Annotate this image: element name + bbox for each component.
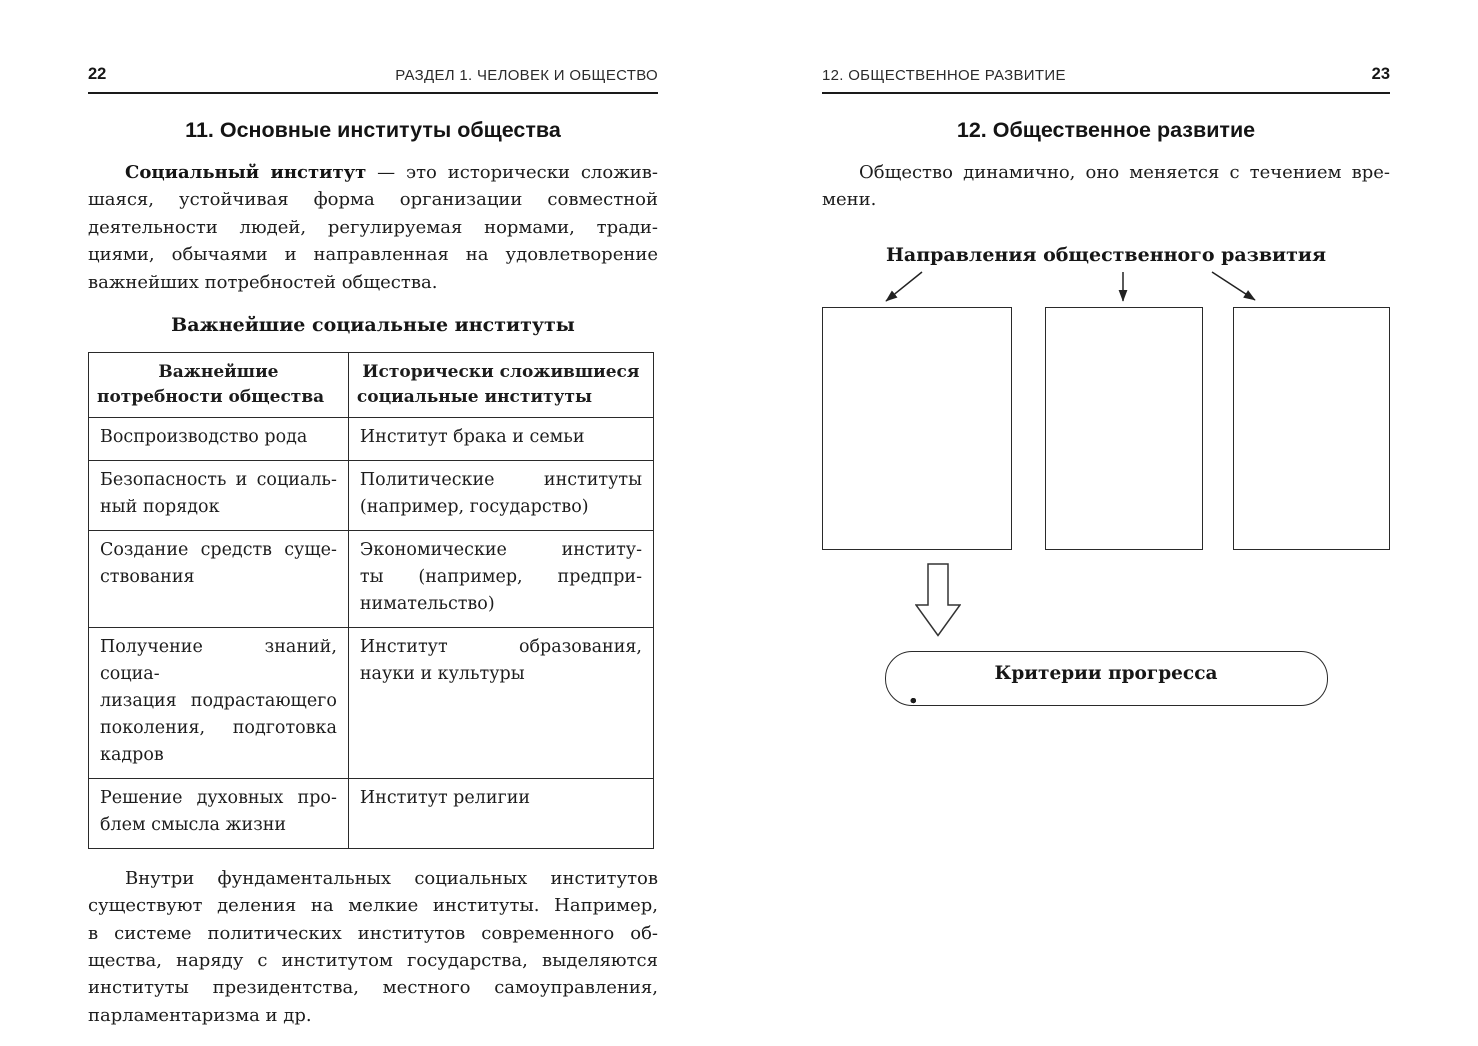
- cell-line: Получение знаний, социа-: [100, 636, 337, 684]
- direction-box: [1233, 307, 1390, 550]
- table-header-needs: [89, 352, 349, 417]
- section-title: 11. Основные институты общества: [185, 118, 561, 142]
- paragraph-line: циями, обычаями и направленная на удовлетворение: [88, 244, 658, 266]
- need-cell: [89, 530, 349, 627]
- cell-line: Воспроизводство рода: [100, 426, 308, 447]
- header-line: социальные институты: [356, 386, 593, 407]
- block-down-arrow-icon: [915, 563, 961, 637]
- institution-cell: [348, 778, 653, 848]
- running-head: 12. ОБЩЕСТВЕННОЕ РАЗВИТИЕ: [822, 67, 1066, 84]
- header-line: Исторически сложившиеся: [362, 361, 640, 382]
- cell-line: ты (например, предпри-: [359, 566, 642, 587]
- cell-line: лизация подрастающего: [100, 690, 337, 711]
- need-cell: [89, 778, 349, 848]
- cell-line: поколения, подготовка: [100, 717, 337, 738]
- paragraph-line: парламентаризма и др.: [88, 1004, 312, 1026]
- cell-line: Институт образования,: [359, 636, 642, 657]
- cell-line: Экономические институ-: [359, 539, 642, 560]
- paragraph-line: шаяся, устойчивая форма организации совместной: [88, 189, 658, 211]
- direction-box: [822, 307, 1012, 550]
- cell-line: Политические институты: [359, 469, 642, 490]
- cell-line: (например, государство): [359, 496, 589, 517]
- cell-line: Создание средств суще-: [100, 539, 337, 560]
- paragraph-line: Общество динамично, оно меняется с течением вре-: [859, 162, 1390, 183]
- right-page-header: [822, 60, 1390, 84]
- table-heading: Важнейшие социальные институты: [171, 314, 575, 337]
- institution-cell: [348, 530, 653, 627]
- cell-line: ствования: [100, 566, 195, 587]
- direction-box: [1045, 307, 1203, 550]
- page-number: 23: [1371, 65, 1390, 83]
- table-row: [89, 627, 654, 778]
- need-cell: [89, 627, 349, 778]
- page-number: 22: [88, 65, 107, 83]
- paragraph-line: важнейших потребностей общества.: [88, 271, 438, 293]
- header-line: потребности общества: [97, 386, 325, 407]
- cell-line: Безопасность и социаль-: [100, 469, 337, 490]
- right-page: [822, 60, 1390, 706]
- direction-boxes: [822, 307, 1390, 550]
- outro-paragraph: [88, 865, 658, 1029]
- diagonal-arrow-icon: [1212, 272, 1255, 300]
- institution-cell: [348, 627, 653, 778]
- header-rule: [822, 92, 1390, 94]
- cell-line: блем смысла жизни: [100, 814, 287, 835]
- criteria-box: [885, 651, 1328, 706]
- need-cell: [89, 460, 349, 530]
- cell-line: Институт брака и семьи: [359, 426, 585, 447]
- institutions-table: [88, 352, 654, 849]
- need-cell: [89, 417, 349, 460]
- table-header-institutions: [348, 352, 653, 417]
- header-line: Важнейшие: [158, 361, 279, 382]
- cell-line: науки и культуры: [359, 663, 525, 684]
- paragraph-line: существуют деления на мелкие институты. Например,: [88, 895, 658, 917]
- table-header-row: [89, 352, 654, 417]
- running-head: РАЗДЕЛ 1. ЧЕЛОВЕК И ОБЩЕСТВО: [395, 67, 658, 84]
- paragraph-line: в системе политических институтов современного об-: [88, 922, 658, 944]
- left-page: [88, 60, 658, 1029]
- table-row: [89, 460, 654, 530]
- diagonal-arrow-icon: [886, 272, 922, 301]
- diagram-heading: Направления общественного развития: [885, 243, 1327, 266]
- table-row: [89, 417, 654, 460]
- paragraph-line: щества, наряду с институтом государства, выделяются: [88, 950, 658, 972]
- paragraph-line: деятельности людей, регулируемая нормами, тради-: [88, 216, 658, 238]
- intro-paragraph: [822, 159, 1390, 214]
- institution-cell: [348, 417, 653, 460]
- section-title: 12. Общественное развитие: [956, 118, 1256, 142]
- table-row: [89, 778, 654, 848]
- left-page-header: [88, 60, 658, 84]
- institution-cell: [348, 460, 653, 530]
- paragraph-line: институты президентства, местного самоуправления,: [88, 977, 658, 999]
- criteria-title: Критерии прогресса: [994, 662, 1218, 684]
- paragraph-line: Социальный институт — это исторически сложив-: [125, 162, 658, 183]
- paragraph-line: Внутри фундаментальных социальных институтов: [125, 867, 658, 889]
- cell-line: Решение духовных про-: [100, 787, 337, 808]
- paragraph-line: мени.: [822, 189, 877, 211]
- intro-paragraph: [88, 159, 658, 296]
- header-rule: [88, 92, 658, 94]
- cell-line: ный порядок: [100, 496, 220, 517]
- cell-line: нимательство): [359, 593, 495, 614]
- table-row: [89, 530, 654, 627]
- diagram-connector-arrows: [822, 269, 1390, 307]
- cell-line: Институт религии: [359, 787, 531, 808]
- cell-line: кадров: [100, 744, 164, 765]
